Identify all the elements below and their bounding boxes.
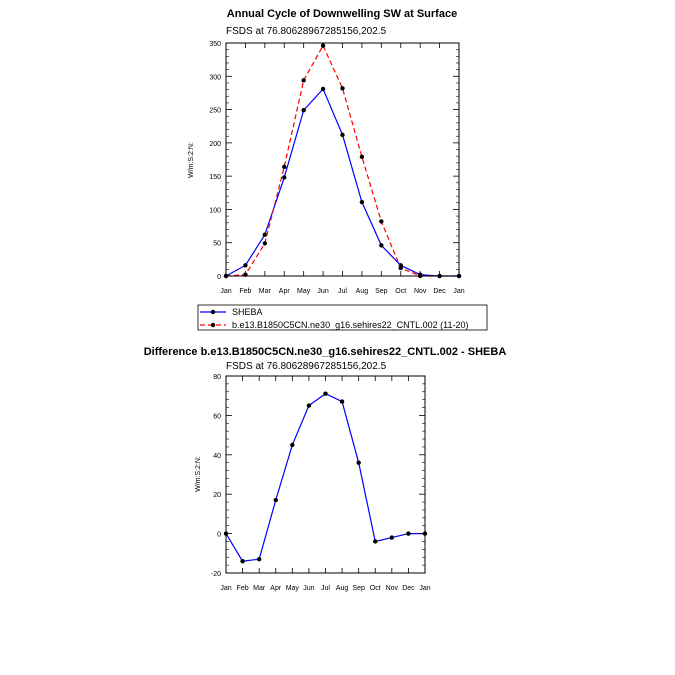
data-point	[263, 241, 267, 245]
y-tick-label: 50	[213, 240, 221, 248]
x-tick-label: Mar	[258, 288, 271, 295]
difference-chart	[144, 346, 507, 592]
y-tick-label: 350	[209, 41, 221, 48]
tick-marks	[226, 376, 425, 573]
data-point	[340, 86, 344, 90]
legend-entry-sheba	[200, 307, 263, 317]
x-tick-label: Nov	[385, 585, 399, 592]
legend-label-sheba: SHEBA	[232, 307, 263, 317]
series-line	[226, 89, 459, 276]
data-point	[360, 155, 364, 159]
data-point	[323, 392, 327, 396]
data-point	[373, 539, 377, 543]
data-point	[406, 531, 410, 535]
data-point	[290, 443, 294, 447]
x-tick-label: Jul	[338, 288, 347, 295]
series-line	[226, 394, 425, 561]
data-point	[360, 200, 364, 204]
series-layer	[224, 43, 461, 278]
x-tick-label: Dec	[433, 288, 446, 295]
data-point	[240, 559, 244, 563]
x-tick-label: Feb	[236, 585, 249, 592]
data-point	[379, 219, 383, 223]
x-tick-label: Aug	[335, 585, 349, 592]
legend-label-model: b.e13.B1850C5CN.ne30_g16.sehires22_CNTL.002 (11-20)	[232, 320, 469, 330]
x-tick-label: Mar	[253, 585, 266, 592]
x-tick-label: Jan	[220, 585, 232, 592]
annual-cycle-chart	[188, 8, 487, 330]
y-tick-labels	[211, 374, 221, 578]
y-tick-label: 150	[209, 174, 221, 182]
y-tick-label: 250	[209, 107, 221, 115]
y-axis-label: W/m:S:2:N:	[195, 456, 202, 492]
x-tick-label: Jul	[321, 585, 330, 592]
data-point	[282, 165, 286, 169]
y-tick-label: 20	[213, 492, 221, 500]
x-tick-label: Aug	[355, 288, 369, 295]
data-point	[321, 87, 325, 91]
x-tick-label: Dec	[402, 585, 415, 592]
data-point	[307, 403, 311, 407]
y-tick-label: 100	[209, 207, 221, 215]
data-point	[340, 399, 344, 403]
data-point	[301, 78, 305, 82]
chart-title: Annual Cycle of Downwelling SW at Surface	[226, 8, 458, 20]
y-tick-label: 40	[213, 452, 221, 460]
y-tick-label: 200	[209, 140, 221, 148]
data-point	[282, 175, 286, 179]
chart-subtitle: FSDS at 76.80628967285156,202.5	[226, 26, 387, 37]
data-point	[356, 460, 360, 464]
y-tick-label: 0	[217, 531, 221, 539]
x-tick-label: Jun	[317, 288, 329, 295]
x-tick-labels	[220, 585, 430, 592]
data-point	[399, 266, 403, 270]
y-tick-label: -20	[210, 571, 221, 578]
data-point	[340, 133, 344, 137]
y-tick-label: 60	[213, 413, 221, 421]
x-tick-label: Feb	[239, 288, 252, 295]
y-tick-label: 300	[209, 74, 221, 82]
chart-title: Difference b.e13.B1850C5CN.ne30_g16.sehires22_CNTL.002 - SHEBA	[143, 346, 507, 358]
x-tick-label: Sep	[352, 585, 365, 592]
x-tick-labels	[220, 288, 464, 295]
x-tick-label: Nov	[413, 288, 427, 295]
data-point	[243, 263, 247, 267]
data-point	[263, 233, 267, 237]
series-layer	[224, 392, 427, 564]
x-tick-label: Sep	[375, 288, 388, 295]
data-point	[257, 557, 261, 561]
x-tick-label: Jan	[419, 585, 431, 592]
x-tick-label: May	[285, 585, 299, 592]
x-tick-label: Jan	[220, 288, 232, 295]
x-tick-label: Apr	[270, 585, 282, 592]
data-point	[390, 535, 394, 539]
x-tick-label: Oct	[395, 288, 407, 295]
data-point	[274, 498, 278, 502]
data-point	[301, 108, 305, 112]
y-tick-labels	[209, 41, 221, 281]
y-tick-label: 80	[213, 374, 221, 381]
x-tick-label: May	[297, 288, 311, 295]
legend-marker-model	[211, 323, 215, 327]
x-tick-label: Oct	[369, 585, 381, 592]
x-tick-label: Jun	[303, 585, 315, 592]
legend	[198, 305, 487, 330]
y-tick-label: 0	[217, 274, 221, 281]
legend-entry-model	[200, 320, 469, 330]
legend-marker-sheba	[211, 310, 215, 314]
x-tick-label: Apr	[278, 288, 290, 295]
plot-frame	[226, 376, 425, 573]
data-point	[379, 243, 383, 247]
chart-subtitle: FSDS at 76.80628967285156,202.5	[226, 361, 387, 372]
y-axis-label: W/m:S:2:N:	[188, 142, 195, 178]
x-tick-label: Jan	[453, 288, 465, 295]
